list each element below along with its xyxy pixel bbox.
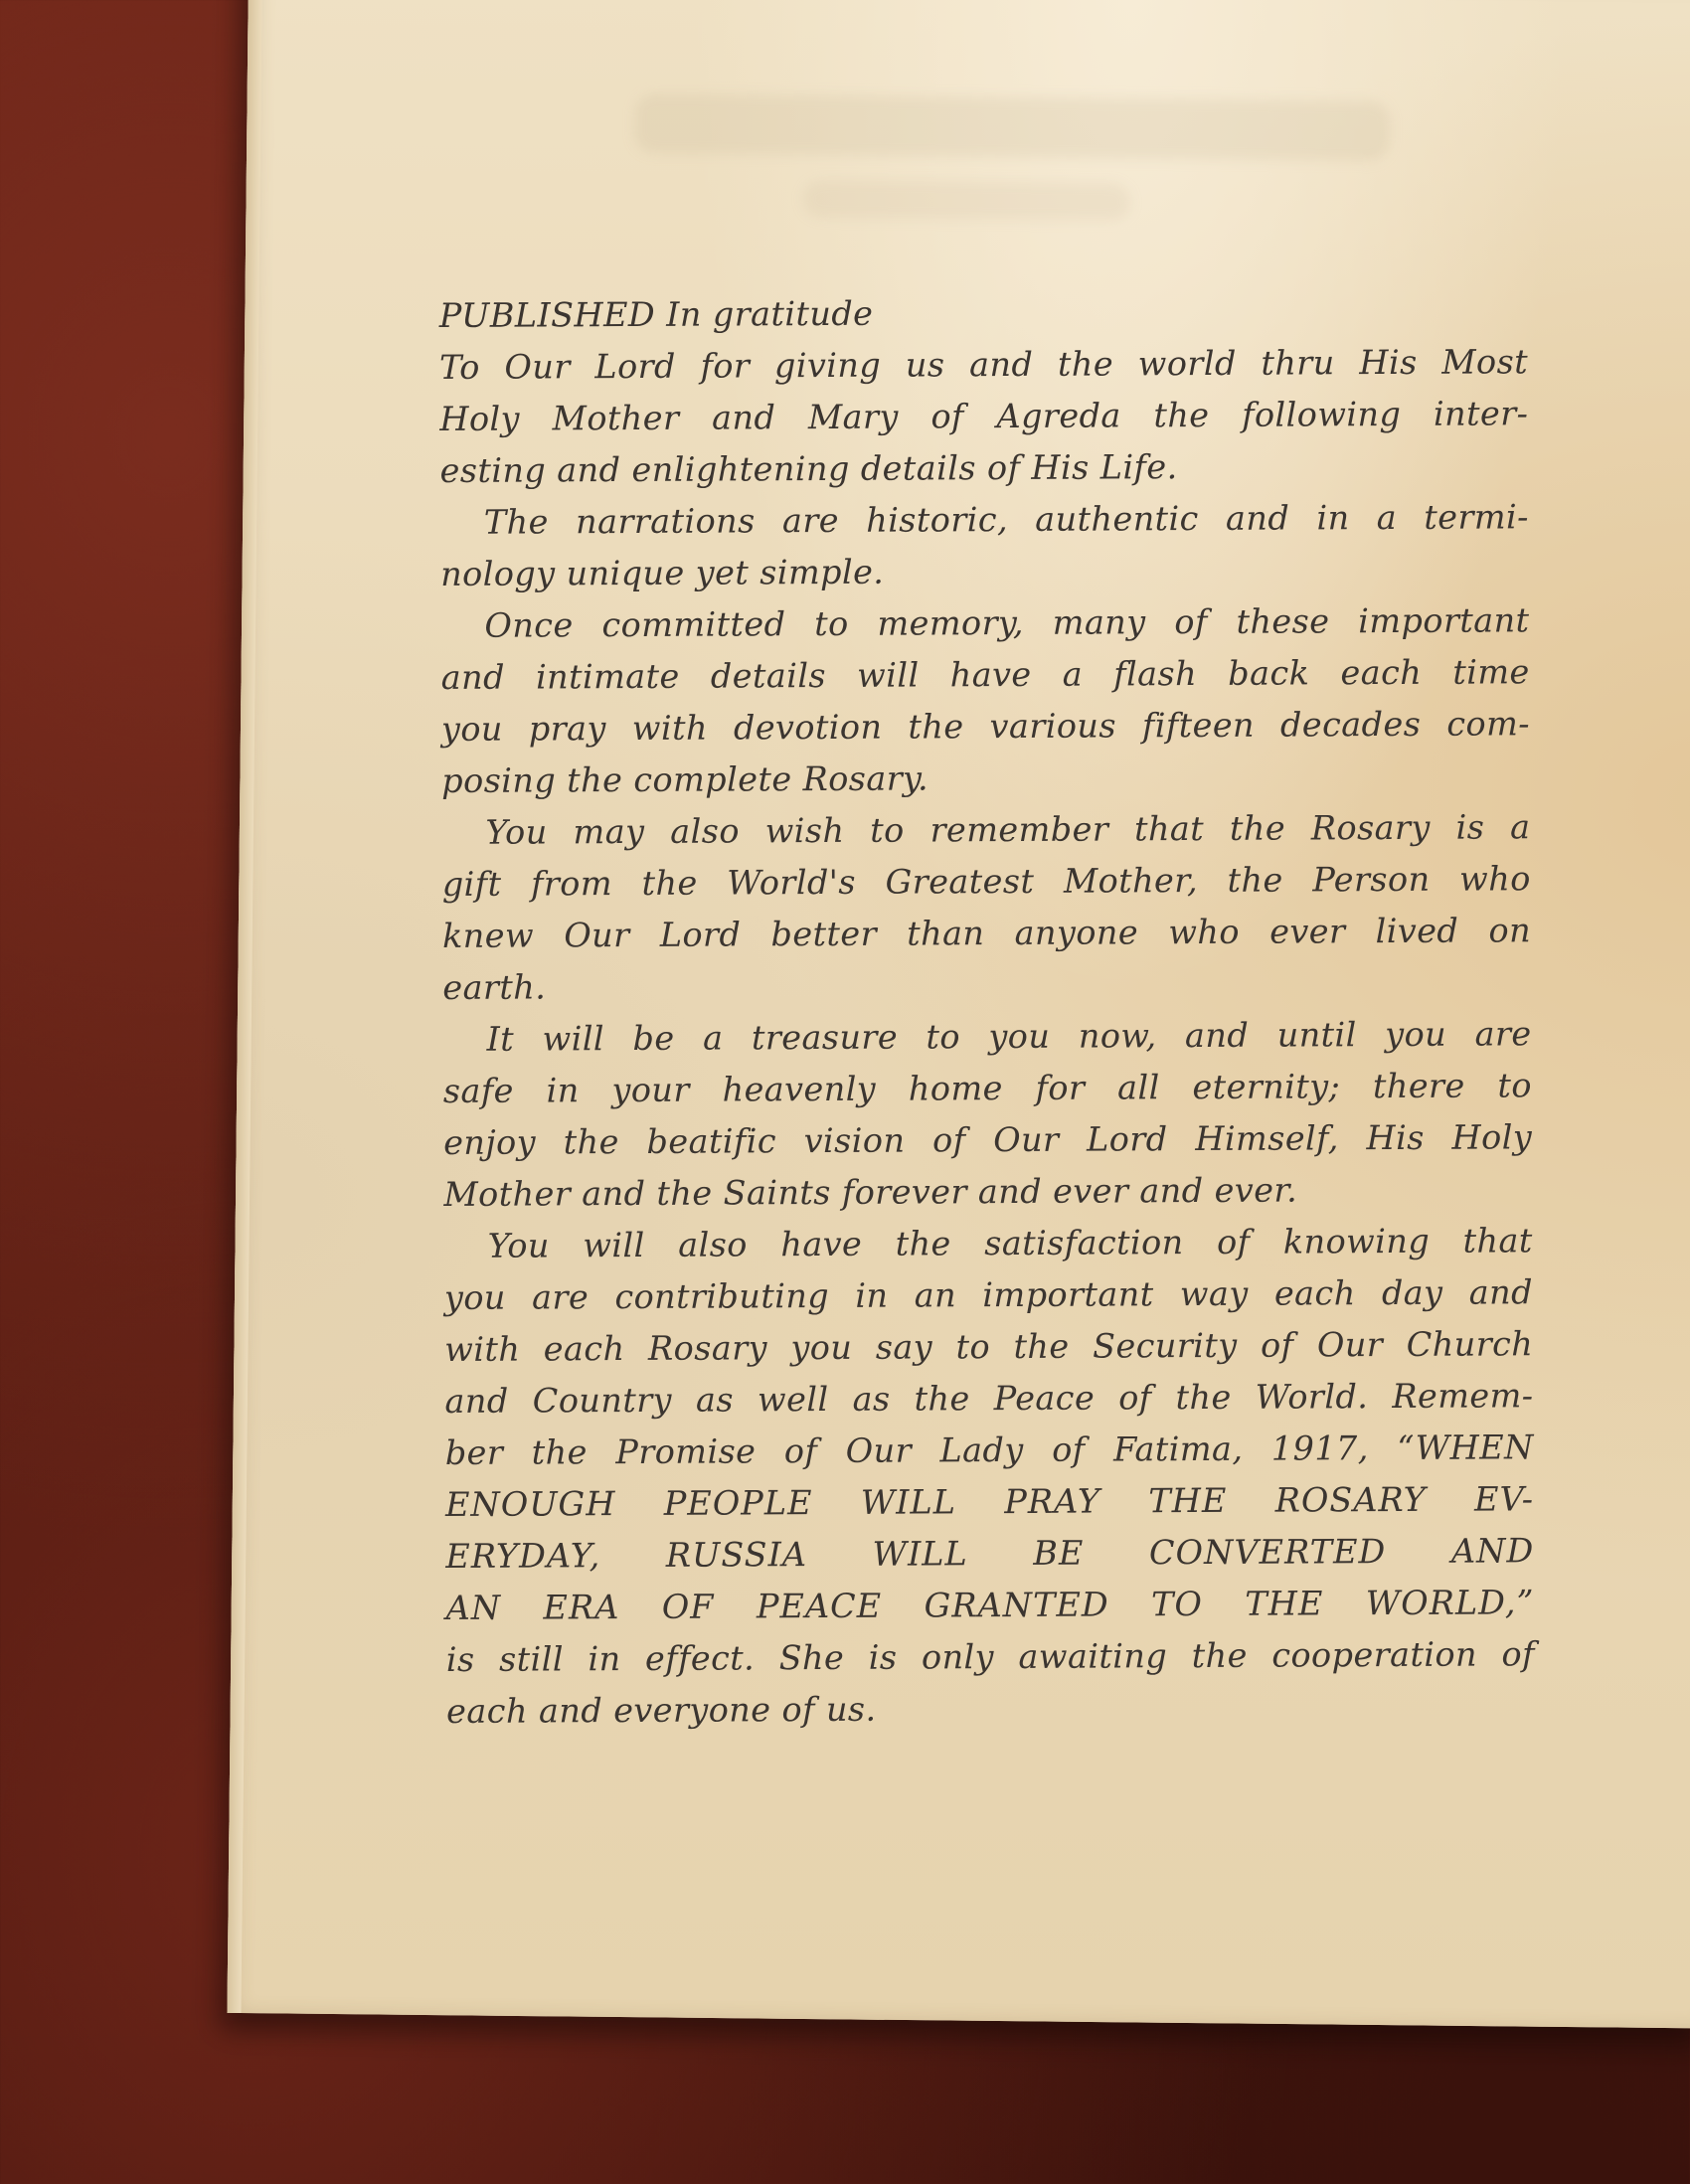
text-line: ERYDAY, RUSSIA WILL BE CONVERTED AND (445, 1531, 1535, 1577)
text-line: Mother and the Saints forever and ever and ever. (443, 1170, 1298, 1215)
text-line: esting and enlightening details of His Life. (439, 447, 1178, 491)
text-line: AN ERA OF PEACE GRANTED TO THE WORLD,” (445, 1583, 1535, 1628)
text-line: PUBLISHED In gratitude (438, 293, 874, 336)
text-line: ber the Promise of Our Lady of Fatima, 1917, “WHEN (444, 1428, 1534, 1473)
text-line: with each Rosary you say to the Security of Our Church (444, 1324, 1534, 1370)
show-through-subheading (802, 180, 1130, 221)
text-line: You may also wish to remember that the Rosary is a (485, 807, 1531, 852)
text-line: It will be a treasure to you now, and until you are (486, 1014, 1532, 1059)
text-line: enjoy the beatific vision of Our Lord Himself, His Holy (443, 1117, 1533, 1163)
text-line: you are contributing in an important way each day and (443, 1272, 1534, 1318)
text-line: The narrations are historic, authentic and in a termi- (483, 497, 1529, 542)
text-line: Holy Mother and Mary of Agreda the following inter- (439, 394, 1529, 439)
text-line: and Country as well as the Peace of the World. Remem- (444, 1376, 1534, 1422)
text-line: knew Our Lord better than anyone who ever lived on (441, 911, 1532, 956)
text-line: You will also have the satisfaction of knowing that (487, 1221, 1533, 1265)
text-line: To Our Lord for giving us and the world thru His Most (438, 342, 1529, 388)
text-line: Once committed to memory, many of these important (484, 600, 1530, 645)
text-line: gift from the World's Greatest Mother, the Person who (441, 859, 1531, 905)
show-through-heading (634, 93, 1391, 161)
text-line: posing the complete Rosary. (441, 758, 930, 801)
book-page (227, 0, 1690, 2028)
text-line: you pray with devotion the various fifteen decades com- (440, 704, 1531, 750)
text-line: safe in your heavenly home for all eternity; there to (442, 1066, 1532, 1111)
text-line: ENOUGH PEOPLE WILL PRAY THE ROSARY EV- (444, 1479, 1535, 1525)
text-line: and intimate details will have a flash back each time (440, 652, 1530, 698)
text-line: is still in effect. She is only awaiting the cooperation of (445, 1634, 1535, 1680)
text-line: earth. (442, 967, 547, 1008)
text-line: nology unique yet simple. (440, 552, 885, 594)
dedication-text (439, 284, 1536, 1738)
text-line: each and everyone of us. (446, 1689, 877, 1732)
